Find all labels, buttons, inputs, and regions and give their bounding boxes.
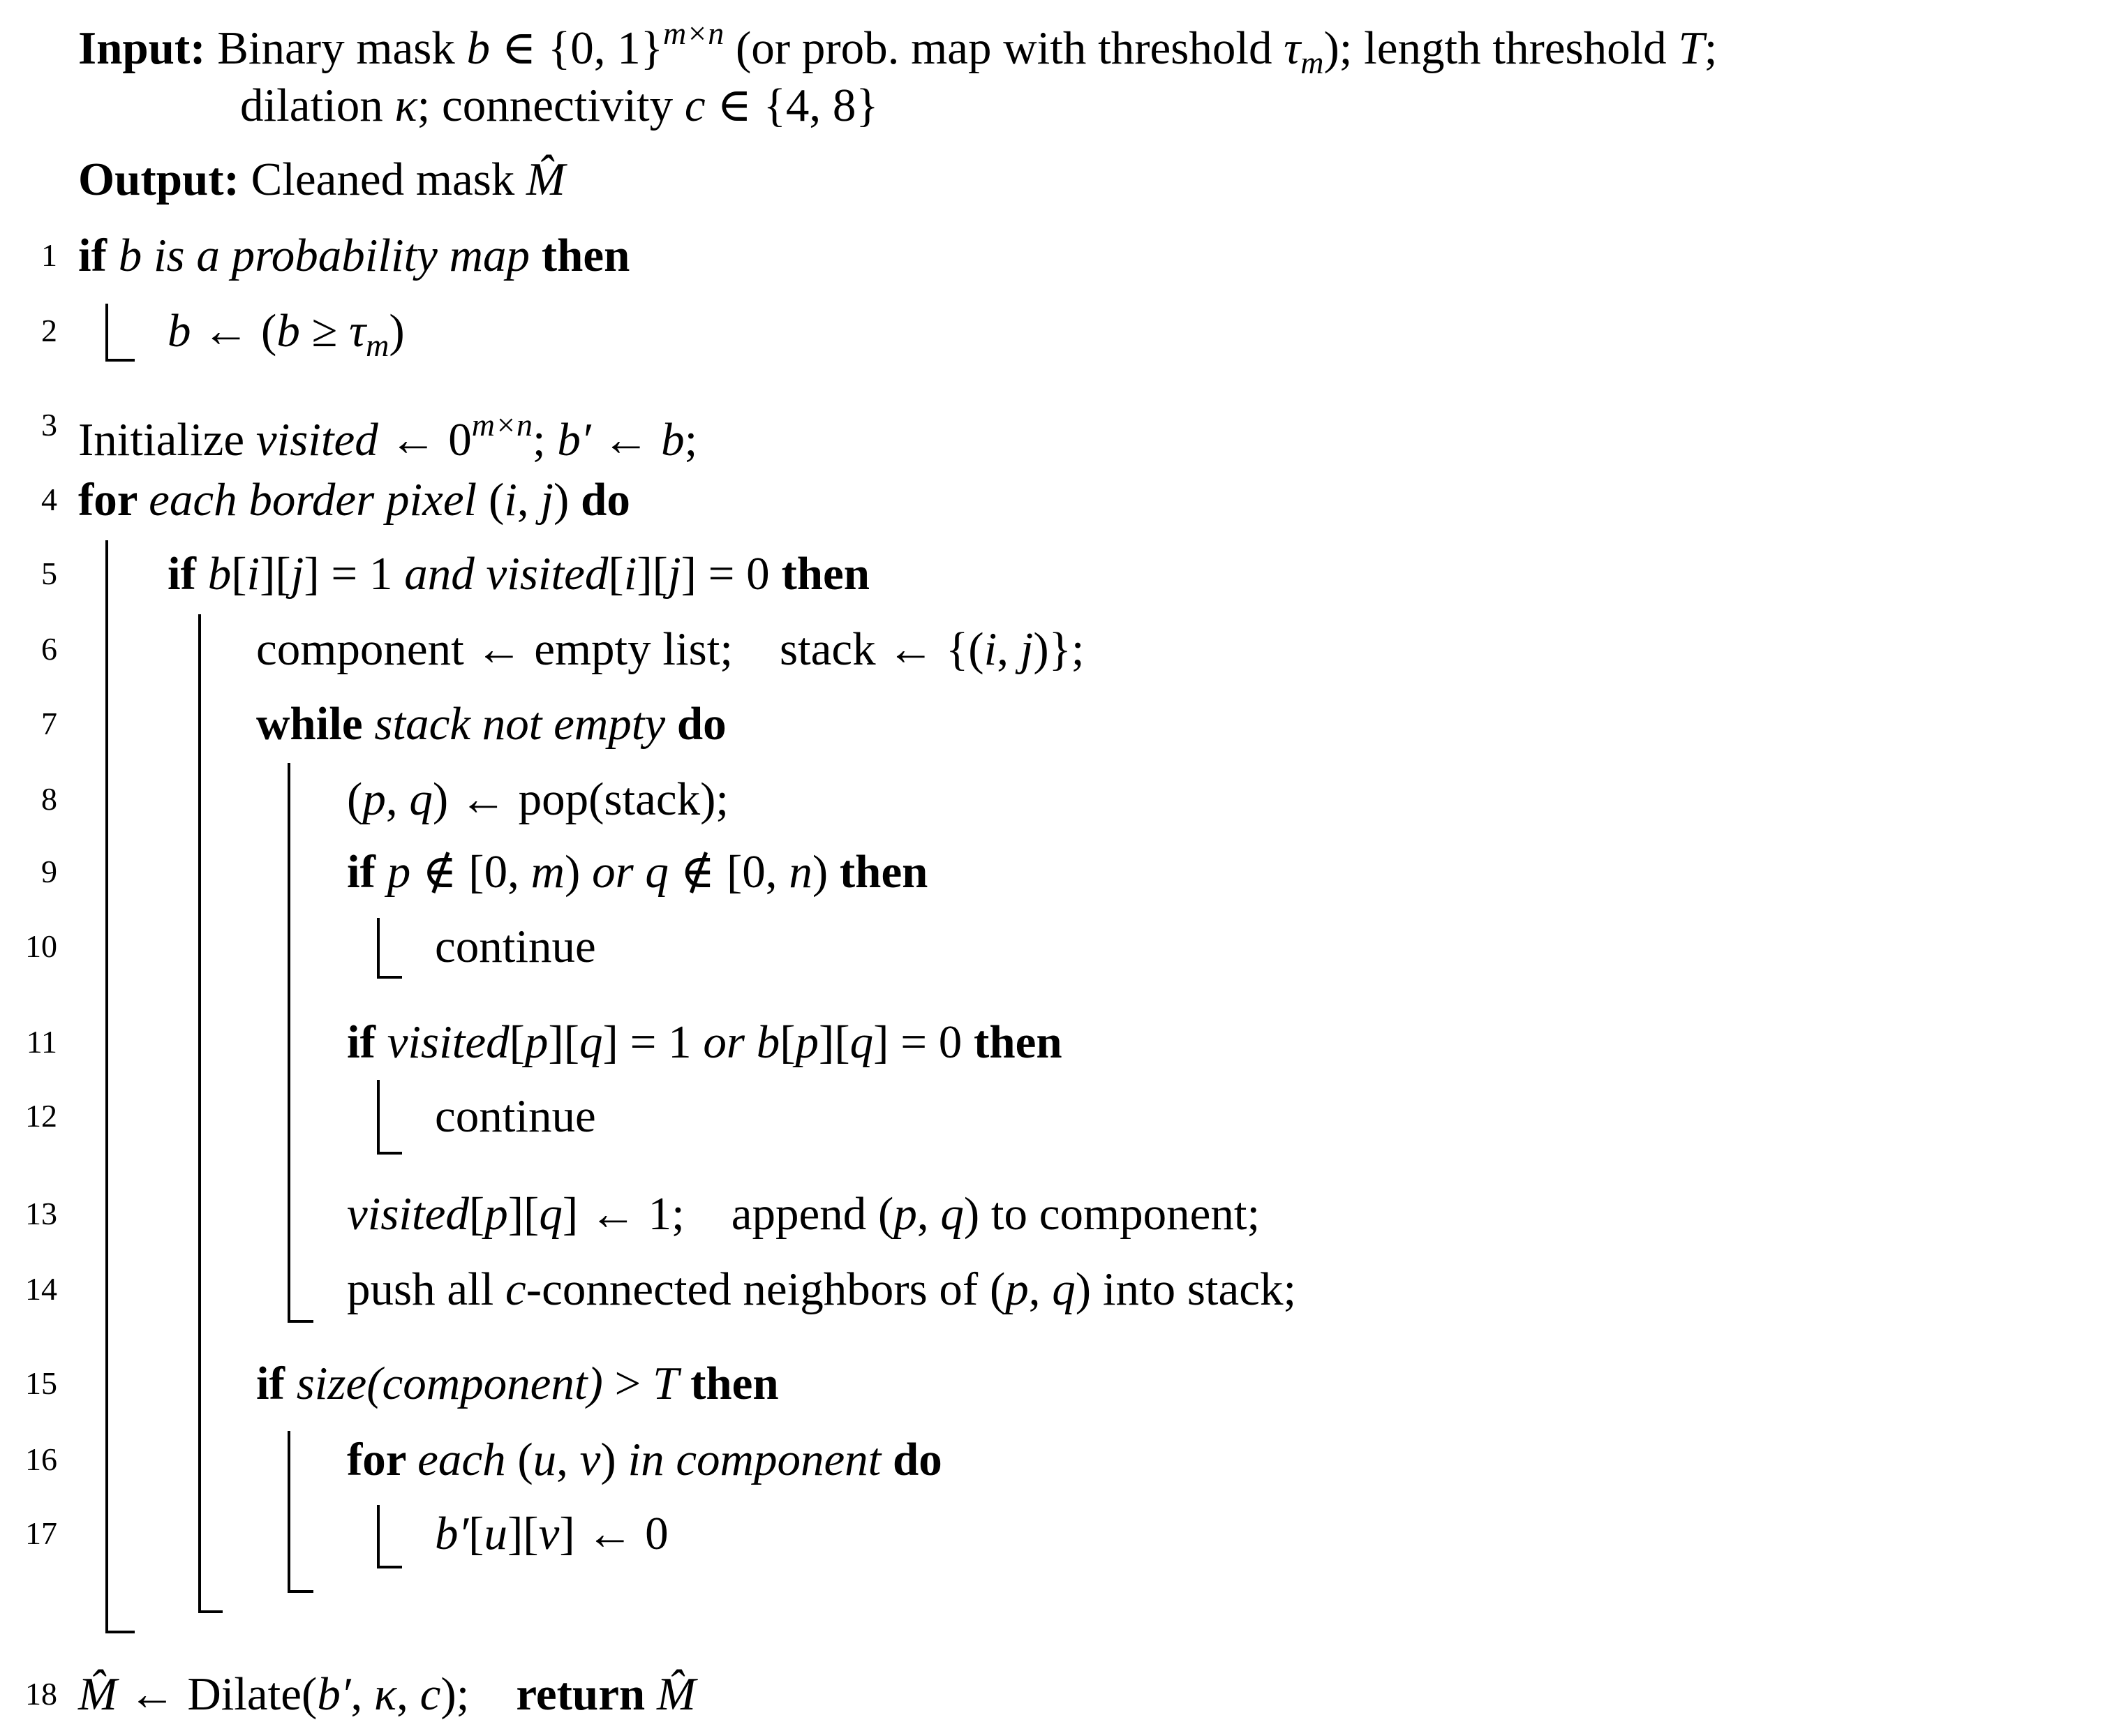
keyword: then <box>839 846 928 898</box>
algorithm-line <box>168 296 405 366</box>
math-italic: τ <box>349 305 366 357</box>
text: ][ <box>507 1188 540 1240</box>
text: , <box>997 623 1020 675</box>
text: continue <box>435 1090 596 1142</box>
text: ∉ [0, <box>668 846 789 898</box>
header-input <box>78 0 1718 80</box>
math-italic: in component <box>627 1434 893 1485</box>
text: > <box>602 1358 653 1409</box>
math-italic: b <box>168 305 191 357</box>
math-italic: b′ <box>557 414 591 466</box>
math-italic: b is a probability map <box>118 230 530 281</box>
text: , <box>556 1434 580 1485</box>
text: ] = 0 <box>681 548 782 600</box>
math-italic: c <box>505 1263 526 1315</box>
text: ] ← 1; append ( <box>562 1188 894 1240</box>
math-italic: q <box>1052 1263 1076 1315</box>
block-rule-vertical <box>288 763 290 1323</box>
math-italic: j <box>290 548 304 600</box>
keyword: for <box>78 474 149 526</box>
line-number: 9 <box>41 854 57 889</box>
line-number: 1 <box>41 237 57 273</box>
text: ← 0 <box>378 414 472 466</box>
text: ][ <box>507 1508 539 1559</box>
text: ) <box>554 474 581 526</box>
text: ] ← 0 <box>559 1508 669 1559</box>
math-italic: b <box>466 22 491 74</box>
block-rule-foot <box>377 1152 402 1155</box>
text: ≥ <box>299 305 350 357</box>
algorithm-line <box>78 465 630 535</box>
text: ] = 1 <box>602 1016 704 1068</box>
text: continue <box>435 921 596 972</box>
math-italic: M̂ <box>78 1668 117 1720</box>
math-italic: T <box>1678 22 1704 74</box>
text: ); <box>440 1668 517 1720</box>
math-italic: visited <box>255 414 378 466</box>
keyword: if <box>168 548 208 600</box>
line-number: 3 <box>41 407 57 443</box>
math-italic: j <box>540 474 554 526</box>
math-italic: b <box>276 305 300 357</box>
block-rule-vertical <box>377 1505 380 1568</box>
keyword: do <box>893 1434 942 1485</box>
keyword: return <box>516 1668 657 1720</box>
text: , <box>1028 1263 1053 1315</box>
keyword: if <box>347 1016 387 1068</box>
text: ][ <box>260 548 291 600</box>
algorithm-line <box>347 1254 1296 1324</box>
text: , <box>350 1668 374 1720</box>
text: ( <box>488 474 505 526</box>
keyword: Input: <box>78 22 206 74</box>
text: push all <box>347 1263 506 1315</box>
keyword: then <box>781 548 870 600</box>
line-number: 15 <box>25 1365 57 1401</box>
line-number: 17 <box>25 1515 57 1551</box>
text: ) <box>389 305 405 357</box>
keyword: then <box>530 230 630 281</box>
math-italic: p <box>484 1188 508 1240</box>
header-output <box>78 144 565 214</box>
math-italic: c <box>684 80 706 131</box>
algorithm-line <box>347 1007 1062 1077</box>
text: ∈ {4, 8} <box>705 80 879 131</box>
text: ) <box>600 1434 628 1485</box>
math-italic: M̂ <box>656 1668 696 1720</box>
math-italic: u <box>484 1508 507 1559</box>
text: [ <box>468 1508 484 1559</box>
math-italic: each border pixel <box>149 474 489 526</box>
text: ; <box>684 414 698 466</box>
line-number: 7 <box>41 706 57 741</box>
algorithm-line <box>435 912 596 981</box>
math-italic: visited <box>347 1188 469 1240</box>
block-rule-vertical <box>198 614 201 1613</box>
line-number: 6 <box>41 631 57 667</box>
text: Binary mask <box>205 22 467 74</box>
text: ∈ {0, 1} <box>490 22 663 74</box>
text: ( <box>347 773 363 825</box>
math-italic: j <box>667 548 681 600</box>
text: (or prob. map with threshold <box>724 22 1284 74</box>
algorithm-line <box>347 1425 942 1494</box>
block-rule-foot <box>198 1610 223 1613</box>
line-number: 4 <box>41 482 57 517</box>
algorithm-line <box>168 539 870 609</box>
algorithm-line <box>435 1499 669 1568</box>
text: ; <box>1704 22 1718 74</box>
text: ; connectivity <box>417 80 685 131</box>
text: ][ <box>637 548 668 600</box>
block-rule-foot <box>105 359 135 362</box>
algorithm-line <box>78 390 698 466</box>
line-number: 16 <box>25 1441 57 1477</box>
algorithm-line <box>347 764 729 834</box>
block-rule-vertical <box>105 540 108 1633</box>
text: Initialize <box>78 414 256 466</box>
line-number: 8 <box>41 781 57 817</box>
line-number: 12 <box>25 1098 57 1134</box>
math-italic: i <box>983 623 997 675</box>
algorithm-line <box>347 837 928 907</box>
text: ) into stack; <box>1075 1263 1297 1315</box>
block-rule-foot <box>288 1320 313 1323</box>
text: ] = 1 <box>304 548 405 600</box>
text: )}; <box>1033 623 1085 675</box>
algorithm-line <box>256 614 1084 684</box>
block-rule-vertical <box>377 1080 380 1155</box>
math-italic: stack not empty <box>374 698 677 750</box>
math-italic: i <box>504 474 517 526</box>
math-italic: q <box>539 1188 563 1240</box>
text: ← <box>590 414 662 466</box>
text: , <box>916 1188 941 1240</box>
text: ← ( <box>191 305 277 357</box>
text: [ <box>231 548 247 600</box>
header-input-cont <box>240 71 879 140</box>
line-number: 10 <box>25 928 57 964</box>
keyword: do <box>581 474 630 526</box>
block-rule-foot <box>377 976 402 979</box>
math-italic: p <box>1005 1263 1029 1315</box>
text: ) <box>812 846 840 898</box>
keyword: do <box>676 698 727 750</box>
math-italic: p <box>362 773 386 825</box>
text: ][ <box>819 1016 850 1068</box>
text: [ <box>608 548 624 600</box>
math-italic: v <box>579 1434 601 1485</box>
math-italic: q <box>940 1188 964 1240</box>
math-italic: p <box>387 846 411 898</box>
superscript: m×n <box>471 407 533 443</box>
text: -connected neighbors of ( <box>526 1263 1006 1315</box>
subscript: m <box>366 327 389 363</box>
algorithm-line <box>78 221 630 290</box>
math-italic: v <box>538 1508 560 1559</box>
keyword: then <box>974 1016 1062 1068</box>
math-italic: q <box>579 1016 603 1068</box>
text: [ <box>468 1188 485 1240</box>
math-italic: m <box>530 846 565 898</box>
text: , <box>517 474 541 526</box>
text: Cleaned mask <box>239 154 527 205</box>
text: , <box>385 773 410 825</box>
text: ) ← pop(stack); <box>432 773 729 825</box>
keyword: while <box>256 698 375 750</box>
math-italic: q <box>849 1016 874 1068</box>
math-italic: b <box>207 548 232 600</box>
math-italic: b′ <box>317 1668 351 1720</box>
math-italic: each <box>417 1434 518 1485</box>
keyword: Output: <box>78 154 239 205</box>
text: ← Dilate( <box>117 1668 318 1720</box>
keyword: for <box>347 1434 418 1485</box>
math-italic: and visited <box>404 548 609 600</box>
line-number: 11 <box>26 1024 57 1060</box>
text: [ <box>509 1016 525 1068</box>
math-italic: κ <box>374 1668 397 1720</box>
math-italic: i <box>623 548 637 600</box>
math-italic: b <box>661 414 685 466</box>
math-italic: q <box>409 773 433 825</box>
math-italic: M̂ <box>526 154 565 205</box>
line-number: 13 <box>25 1196 57 1231</box>
text: ); length threshold <box>1323 22 1679 74</box>
math-italic: τ <box>1284 22 1301 74</box>
algorithm-line <box>256 689 727 759</box>
math-italic: u <box>533 1434 557 1485</box>
math-italic: c <box>419 1668 441 1720</box>
math-italic: p <box>795 1016 819 1068</box>
math-italic: visited <box>387 1016 510 1068</box>
text: ][ <box>548 1016 580 1068</box>
line-number: 18 <box>25 1676 57 1712</box>
line-number: 2 <box>41 313 57 348</box>
math-italic: κ <box>394 80 417 131</box>
block-rule-vertical <box>377 918 380 979</box>
text: ) to component; <box>963 1188 1261 1240</box>
math-italic: size(component) <box>296 1358 603 1409</box>
math-italic: T <box>653 1358 679 1409</box>
line-number: 5 <box>41 556 57 591</box>
superscript: m×n <box>662 15 725 51</box>
math-italic: or b <box>703 1016 780 1068</box>
block-rule-foot <box>377 1566 402 1568</box>
text: ; <box>533 414 558 466</box>
block-rule-vertical <box>288 1431 290 1593</box>
algorithm-line <box>256 1349 779 1418</box>
text: component ← empty list; stack ← {( <box>256 623 984 675</box>
keyword: if <box>78 230 119 281</box>
keyword: if <box>256 1358 297 1409</box>
keyword: then <box>678 1358 779 1409</box>
block-rule-foot <box>105 1631 135 1633</box>
text: dilation <box>240 80 395 131</box>
math-italic: p <box>893 1188 917 1240</box>
math-italic: or q <box>592 846 669 898</box>
text: ∉ [0, <box>410 846 531 898</box>
block-rule-foot <box>288 1590 313 1593</box>
text: [ <box>780 1016 796 1068</box>
text: ( <box>517 1434 533 1485</box>
text: ] = 0 <box>873 1016 974 1068</box>
keyword: if <box>347 846 387 898</box>
math-italic: n <box>789 846 812 898</box>
math-italic: b′ <box>435 1508 469 1559</box>
algorithm-line <box>347 1179 1260 1249</box>
algorithm-line <box>435 1081 596 1151</box>
math-italic: p <box>524 1016 549 1068</box>
math-italic: j <box>1020 623 1034 675</box>
line-number: 14 <box>25 1271 57 1307</box>
block-rule-vertical <box>105 304 108 362</box>
text: , <box>396 1668 420 1720</box>
subscript: m <box>1300 45 1324 80</box>
text: ) <box>565 846 593 898</box>
algorithm-line <box>78 1659 696 1729</box>
math-italic: i <box>246 548 260 600</box>
